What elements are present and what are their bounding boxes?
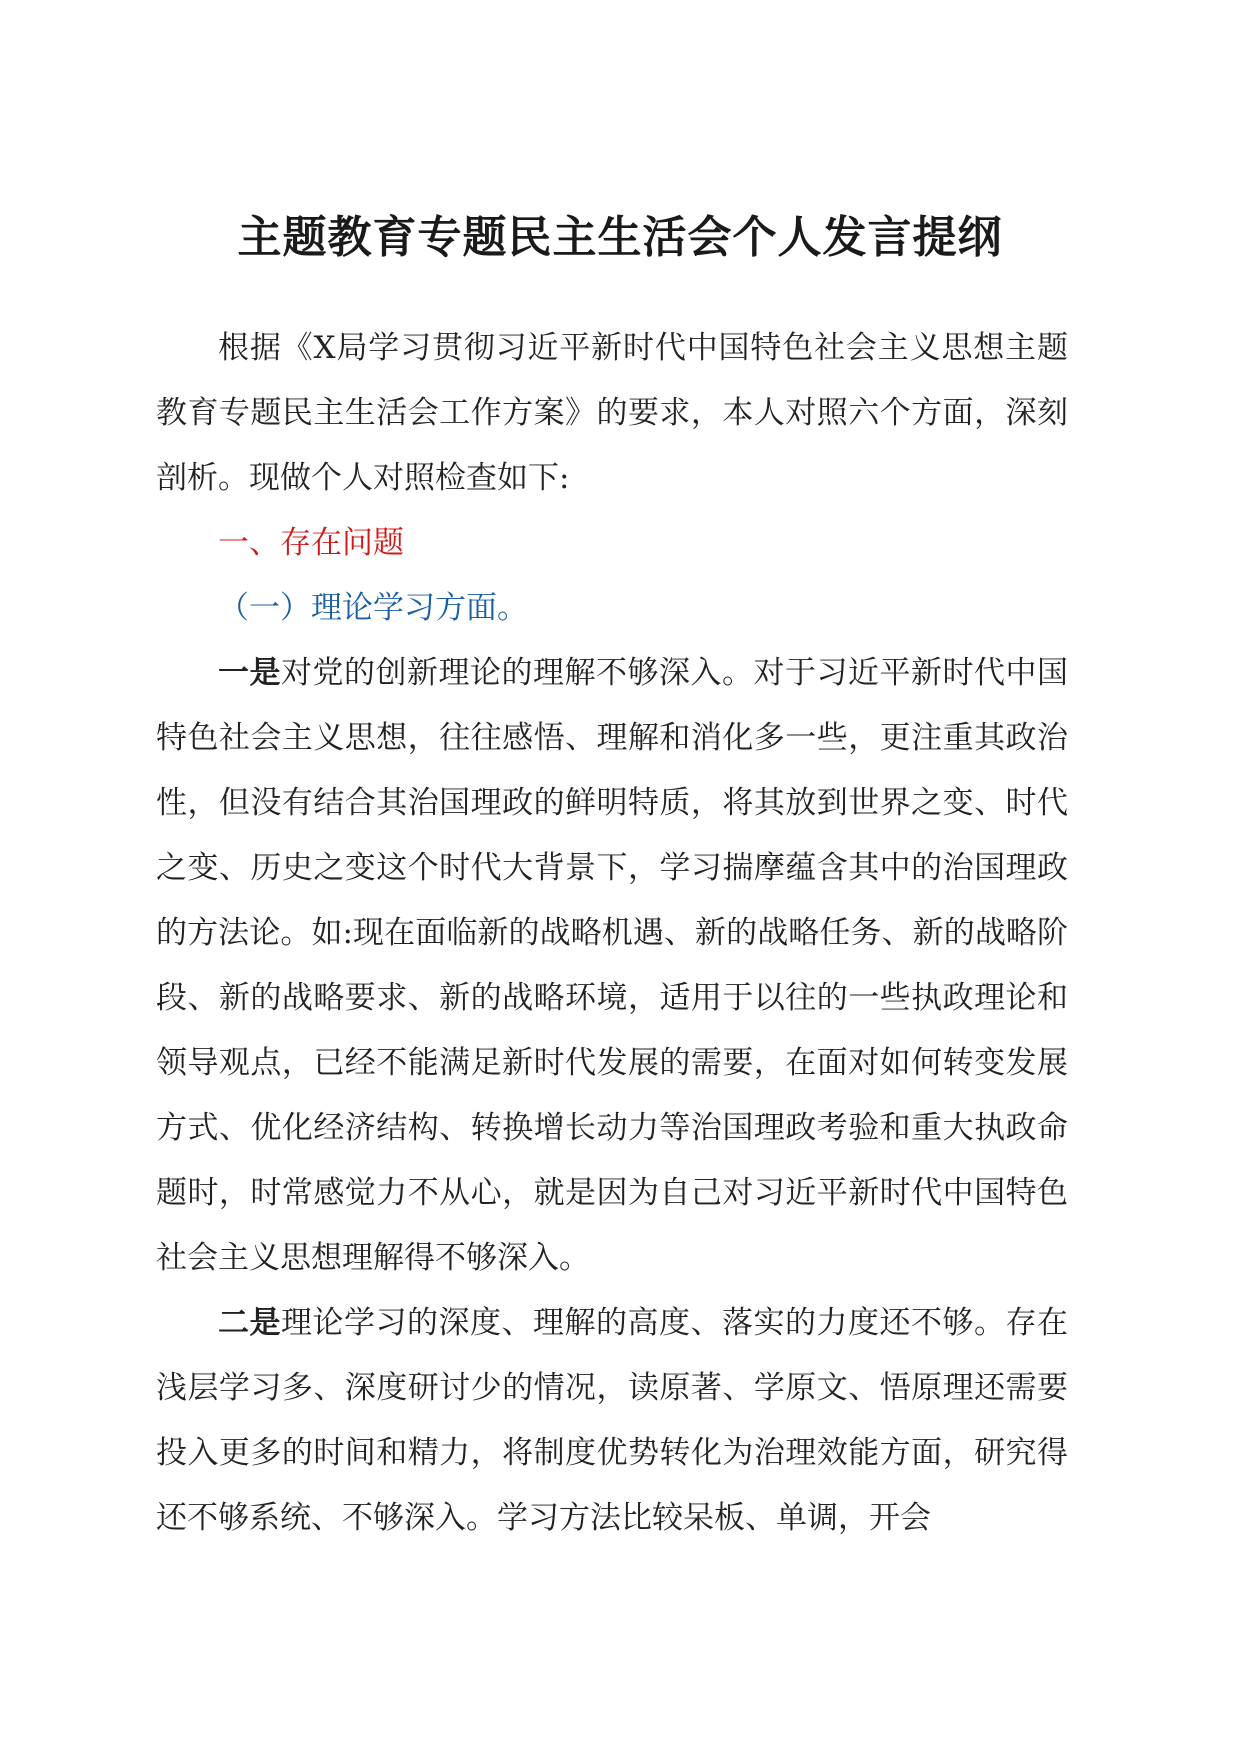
point-one-paragraph [156, 641, 1068, 1291]
point-two-paragraph [156, 1291, 1068, 1551]
document-title: 主题教育专题民主生活会个人发言提纲 [237, 212, 1003, 263]
point-two-text: 理论学习的深度、理解的高度、落实的力度还不够。存在浅层学习多、深度研讨少的情况，读原著、学原文、悟原理还需要投入更多的时间和精力，将制度优势转化为治理效能方面，研究得还不够系统、不够深入。学习方法比较呆板、单调，开会 [156, 1305, 1068, 1536]
section-heading-problems: 一、存在问题 [218, 525, 404, 561]
subsection-heading-theory-study: （一）理论学习方面。 [218, 590, 528, 626]
document-body [156, 316, 1068, 1551]
intro-paragraph: 根据《X局学习贯彻习近平新时代中国特色社会主义思想主题教育专题民主生活会工作方案》的要求，本人对照六个方面，深刻剖析。现做个人对照检查如下: [156, 330, 1068, 496]
point-two-lead: 二是 [218, 1305, 281, 1341]
point-one-text: 对党的创新理论的理解不够深入。对于习近平新时代中国特色社会主义思想，往往感悟、理解和消化多一些，更注重其政治性，但没有结合其治国理政的鲜明特质，将其放到世界之变、时代之变、历史之变这个时代大背景下，学习揣摩蕴含其中的治国理政的方法论。如:现在面临新的战略机遇、新的战略任务、新的战略阶段、新的战略要求、新的战略环境，适用于以往的一些执政理论和领导观点，已经不能满足新时代发展的需要，在面对如何转变发展方式、优化经济结构、转换增长动力等治国理政考验和重大执政命题时，时常感觉力不从心，就是因为自己对习近平新时代中国特色社会主义思想理解得不够深入。 [156, 655, 1068, 1276]
point-one-lead: 一是 [218, 655, 281, 691]
